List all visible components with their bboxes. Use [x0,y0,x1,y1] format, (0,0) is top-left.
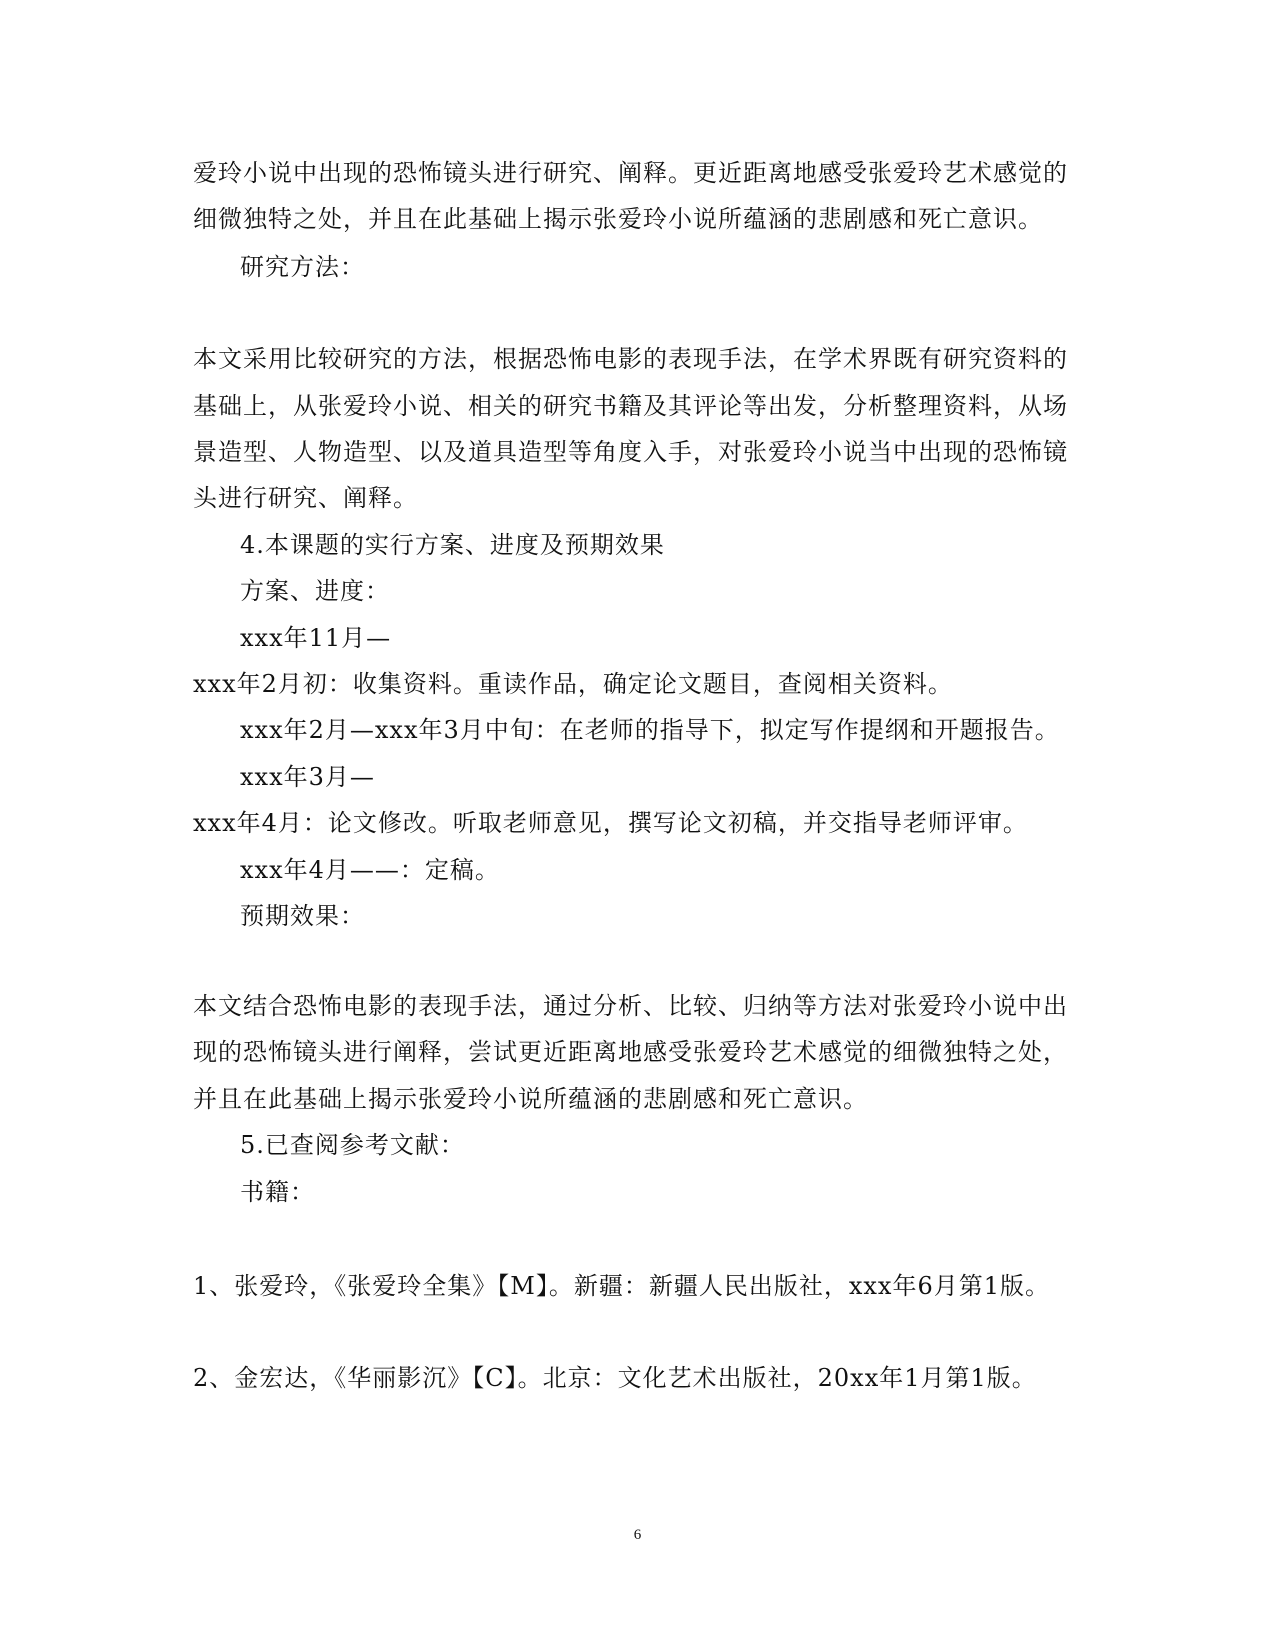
schedule-line: xxx年4月——：定稿。 [240,856,500,884]
schedule-line: xxx年4月：论文修改。听取老师意见，撰写论文初稿，并交指导老师评审。 [193,809,1028,837]
section-label-expected: 预期效果： [240,902,365,930]
schedule-line: xxx年11月— [240,624,392,652]
page-number: 6 [633,1527,642,1543]
section-heading-5: 5.已查阅参考文献： [240,1131,465,1159]
body-text-line: 本文采用比较研究的方法，根据恐怖电影的表现手法，在学术界既有研究资料的 [193,345,1068,373]
body-text-line: 细微独特之处，并且在此基础上揭示张爱玲小说所蕴涵的悲剧感和死亡意识。 [193,205,1043,233]
reference-item: 2、金宏达，《华丽影沉》【C】。北京：文化艺术出版社，20xx年1月第1版。 [193,1364,1037,1392]
schedule-line: xxx年2月初：收集资料。重读作品，确定论文题目，查阅相关资料。 [193,670,953,698]
body-text-line: 头进行研究、阐释。 [193,484,418,512]
body-text-line: 现的恐怖镜头进行阐释，尝试更近距离地感受张爱玲艺术感觉的细微独特之处， [193,1038,1068,1066]
body-text-line: 并且在此基础上揭示张爱玲小说所蕴涵的悲剧感和死亡意识。 [193,1085,868,1113]
reference-item: 1、张爱玲，《张爱玲全集》【M】。新疆：新疆人民出版社，xxx年6月第1版。 [193,1272,1050,1300]
schedule-line: xxx年2月—xxx年3月中旬：在老师的指导下，拟定写作提纲和开题报告。 [240,716,1060,744]
section-heading-4: 4.本课题的实行方案、进度及预期效果 [240,531,665,559]
body-text-line: 本文结合恐怖电影的表现手法，通过分析、比较、归纳等方法对张爱玲小说中出 [193,992,1068,1020]
section-label-methods: 研究方法： [240,253,365,281]
body-text-line: 爱玲小说中出现的恐怖镜头进行研究、阐释。更近距离地感受张爱玲艺术感觉的 [193,159,1068,187]
body-text-line: 景造型、人物造型、以及道具造型等角度入手，对张爱玲小说当中出现的恐怖镜 [193,438,1068,466]
schedule-line: xxx年3月— [240,763,375,791]
section-label-books: 书籍： [240,1178,315,1206]
body-text-line: 基础上，从张爱玲小说、相关的研究书籍及其评论等出发，分析整理资料，从场 [193,392,1068,420]
section-label-plan: 方案、进度： [240,577,390,605]
